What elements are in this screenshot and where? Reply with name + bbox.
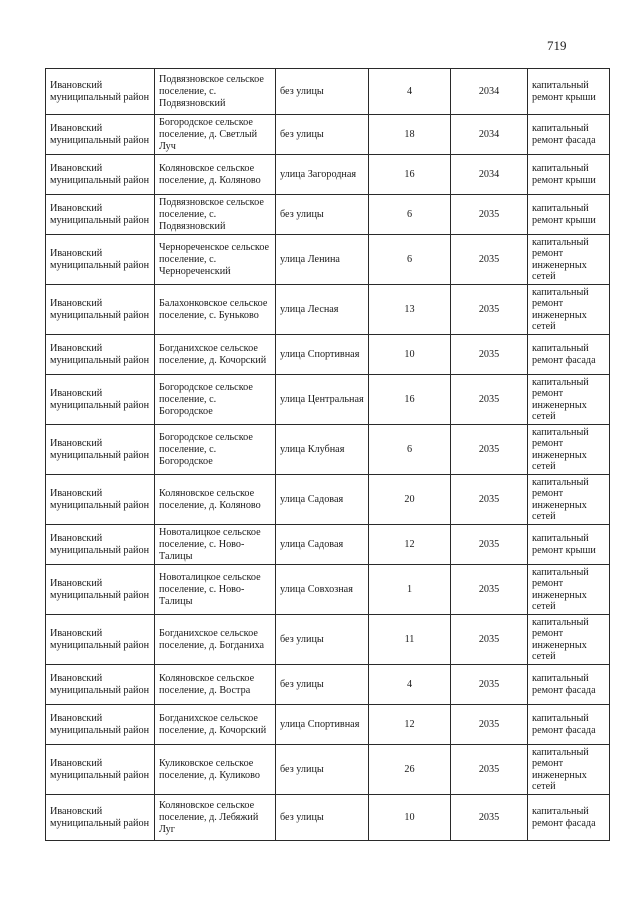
settlement-cell: Богданихское сельское поселение, д. Богданиха <box>155 615 276 665</box>
district-cell: Ивановский муниципальный район <box>46 525 155 565</box>
year-cell: 2035 <box>451 795 528 841</box>
street-cell: без улицы <box>276 69 369 115</box>
work-type-cell: капитальный ремонт крыши <box>528 69 610 115</box>
table-row <box>46 525 610 565</box>
work-type-cell: капитальный ремонт инженерных сетей <box>528 475 610 525</box>
district-cell: Ивановский муниципальный район <box>46 565 155 615</box>
year-cell: 2035 <box>451 745 528 795</box>
year-cell: 2035 <box>451 235 528 285</box>
work-type-cell: капитальный ремонт инженерных сетей <box>528 285 610 335</box>
district-cell: Ивановский муниципальный район <box>46 375 155 425</box>
settlement-cell: Богородское сельское поселение, с. Богородское <box>155 425 276 475</box>
district-cell: Ивановский муниципальный район <box>46 705 155 745</box>
work-type-cell: капитальный ремонт крыши <box>528 525 610 565</box>
year-cell: 2035 <box>451 425 528 475</box>
work-type-cell: капитальный ремонт инженерных сетей <box>528 565 610 615</box>
settlement-cell: Куликовское сельское поселение, д. Куликово <box>155 745 276 795</box>
house-number-cell: 4 <box>369 69 451 115</box>
work-type-cell: капитальный ремонт инженерных сетей <box>528 235 610 285</box>
work-type-cell: капитальный ремонт фасада <box>528 665 610 705</box>
table-row <box>46 335 610 375</box>
settlement-cell: Коляновское сельское поселение, д. Лебяжий Луг <box>155 795 276 841</box>
settlement-cell: Богданихское сельское поселение, д. Кочорский <box>155 335 276 375</box>
street-cell: улица Совхозная <box>276 565 369 615</box>
house-number-cell: 20 <box>369 475 451 525</box>
district-cell: Ивановский муниципальный район <box>46 195 155 235</box>
work-type-cell: капитальный ремонт инженерных сетей <box>528 745 610 795</box>
table-row <box>46 795 610 841</box>
house-number-cell: 13 <box>369 285 451 335</box>
street-cell: улица Спортивная <box>276 335 369 375</box>
table-row <box>46 475 610 525</box>
table-row <box>46 115 610 155</box>
year-cell: 2035 <box>451 375 528 425</box>
year-cell: 2035 <box>451 335 528 375</box>
work-type-cell: капитальный ремонт фасада <box>528 115 610 155</box>
table-row <box>46 565 610 615</box>
street-cell: улица Садовая <box>276 475 369 525</box>
district-cell: Ивановский муниципальный район <box>46 115 155 155</box>
work-type-cell: капитальный ремонт фасада <box>528 335 610 375</box>
house-number-cell: 26 <box>369 745 451 795</box>
street-cell: без улицы <box>276 795 369 841</box>
district-cell: Ивановский муниципальный район <box>46 475 155 525</box>
house-number-cell: 6 <box>369 195 451 235</box>
year-cell: 2034 <box>451 115 528 155</box>
district-cell: Ивановский муниципальный район <box>46 665 155 705</box>
year-cell: 2035 <box>451 285 528 335</box>
table-row <box>46 425 610 475</box>
district-cell: Ивановский муниципальный район <box>46 615 155 665</box>
street-cell: без улицы <box>276 665 369 705</box>
work-type-cell: капитальный ремонт фасада <box>528 705 610 745</box>
district-cell: Ивановский муниципальный район <box>46 335 155 375</box>
district-cell: Ивановский муниципальный район <box>46 795 155 841</box>
settlement-cell: Новоталицкое сельское поселение, с. Ново-Талицы <box>155 525 276 565</box>
table-row <box>46 615 610 665</box>
house-number-cell: 4 <box>369 665 451 705</box>
year-cell: 2035 <box>451 565 528 615</box>
street-cell: без улицы <box>276 745 369 795</box>
table-row <box>46 155 610 195</box>
district-cell: Ивановский муниципальный район <box>46 235 155 285</box>
district-cell: Ивановский муниципальный район <box>46 69 155 115</box>
year-cell: 2035 <box>451 705 528 745</box>
settlement-cell: Новоталицкое сельское поселение, с. Ново-Талицы <box>155 565 276 615</box>
house-number-cell: 11 <box>369 615 451 665</box>
year-cell: 2035 <box>451 195 528 235</box>
table-row <box>46 745 610 795</box>
house-number-cell: 10 <box>369 335 451 375</box>
house-number-cell: 12 <box>369 705 451 745</box>
table-row <box>46 195 610 235</box>
house-number-cell: 1 <box>369 565 451 615</box>
district-cell: Ивановский муниципальный район <box>46 155 155 195</box>
year-cell: 2035 <box>451 475 528 525</box>
work-type-cell: капитальный ремонт крыши <box>528 155 610 195</box>
district-cell: Ивановский муниципальный район <box>46 285 155 335</box>
settlement-cell: Коляновское сельское поселение, д. Коляново <box>155 155 276 195</box>
work-type-cell: капитальный ремонт инженерных сетей <box>528 375 610 425</box>
street-cell: улица Спортивная <box>276 705 369 745</box>
street-cell: улица Загородная <box>276 155 369 195</box>
settlement-cell: Балахонковское сельское поселение, с. Буньково <box>155 285 276 335</box>
table-row <box>46 285 610 335</box>
settlement-cell: Подвязновское сельское поселение, с. Подвязновский <box>155 195 276 235</box>
repair-records-table <box>45 68 610 841</box>
house-number-cell: 12 <box>369 525 451 565</box>
settlement-cell: Богданихское сельское поселение, д. Кочорский <box>155 705 276 745</box>
district-cell: Ивановский муниципальный район <box>46 745 155 795</box>
house-number-cell: 6 <box>369 425 451 475</box>
table-row <box>46 705 610 745</box>
year-cell: 2035 <box>451 665 528 705</box>
street-cell: без улицы <box>276 115 369 155</box>
year-cell: 2035 <box>451 525 528 565</box>
street-cell: без улицы <box>276 195 369 235</box>
page-number: 719 <box>547 38 567 53</box>
work-type-cell: капитальный ремонт инженерных сетей <box>528 615 610 665</box>
street-cell: улица Садовая <box>276 525 369 565</box>
work-type-cell: капитальный ремонт крыши <box>528 195 610 235</box>
street-cell: улица Лесная <box>276 285 369 335</box>
district-cell: Ивановский муниципальный район <box>46 425 155 475</box>
year-cell: 2035 <box>451 615 528 665</box>
records-body <box>46 69 610 841</box>
table-row <box>46 375 610 425</box>
settlement-cell: Подвязновское сельское поселение, с. Подвязновский <box>155 69 276 115</box>
house-number-cell: 16 <box>369 375 451 425</box>
settlement-cell: Чернореченское сельское поселение, с. Чернореченский <box>155 235 276 285</box>
street-cell: улица Клубная <box>276 425 369 475</box>
settlement-cell: Коляновское сельское поселение, д. Востра <box>155 665 276 705</box>
street-cell: без улицы <box>276 615 369 665</box>
settlement-cell: Богородское сельское поселение, д. Светлый Луч <box>155 115 276 155</box>
table-row <box>46 235 610 285</box>
street-cell: улица Центральная <box>276 375 369 425</box>
table-row <box>46 665 610 705</box>
house-number-cell: 18 <box>369 115 451 155</box>
house-number-cell: 16 <box>369 155 451 195</box>
work-type-cell: капитальный ремонт фасада <box>528 795 610 841</box>
settlement-cell: Богородское сельское поселение, с. Богородское <box>155 375 276 425</box>
year-cell: 2034 <box>451 155 528 195</box>
table-row <box>46 69 610 115</box>
house-number-cell: 6 <box>369 235 451 285</box>
street-cell: улица Ленина <box>276 235 369 285</box>
house-number-cell: 10 <box>369 795 451 841</box>
settlement-cell: Коляновское сельское поселение, д. Коляново <box>155 475 276 525</box>
work-type-cell: капитальный ремонт инженерных сетей <box>528 425 610 475</box>
year-cell: 2034 <box>451 69 528 115</box>
